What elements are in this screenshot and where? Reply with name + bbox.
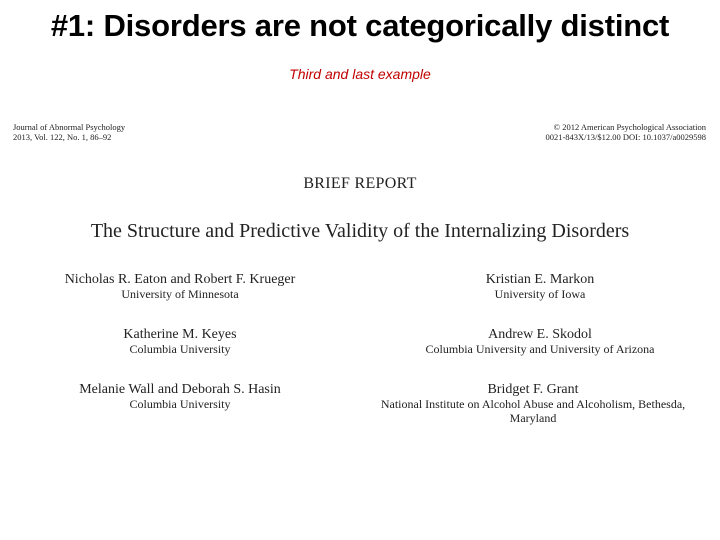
doi-line: 0021-843X/13/$12.00 DOI: 10.1037/a0029598 [545,132,706,142]
copyright-line: © 2012 American Psychological Association [553,122,706,132]
author-block [40,272,320,301]
author-name: Kristian E. Markon [485,272,595,287]
report-type: BRIEF REPORT [303,175,417,192]
author-block [390,327,690,356]
author-affiliation: University of Iowa [494,287,586,301]
author-block [410,272,670,301]
slide-title: #1: Disorders are not categorically distinct [50,8,670,43]
author-block [360,382,706,425]
author-block [50,382,310,411]
author-name: Katherine M. Keyes [123,327,237,342]
author-affiliation: University of Minnesota [121,287,239,301]
slide-subtitle: Third and last example [289,66,431,82]
author-block [80,327,280,356]
author-affiliation: Columbia University [129,342,231,356]
author-name: Nicholas R. Eaton and Robert F. Krueger [64,272,296,287]
author-name: Andrew E. Skodol [488,327,592,342]
author-affiliation: Columbia University and University of Arizona [425,342,655,356]
author-affiliation: Columbia University [129,397,231,411]
author-affiliation: National Institute on Alcohol Abuse and Alcoholism, Bethesda, [380,397,686,411]
journal-citation [13,122,125,142]
author-affiliation: Maryland [509,411,557,425]
author-name: Melanie Wall and Deborah S. Hasin [79,382,281,397]
author-name: Bridget F. Grant [487,382,579,397]
paper-title: The Structure and Predictive Validity of the Internalizing Disorders [90,220,630,242]
journal-volume: 2013, Vol. 122, No. 1, 86–92 [13,132,112,142]
journal-name: Journal of Abnormal Psychology [13,122,126,132]
copyright-notice [545,122,706,142]
